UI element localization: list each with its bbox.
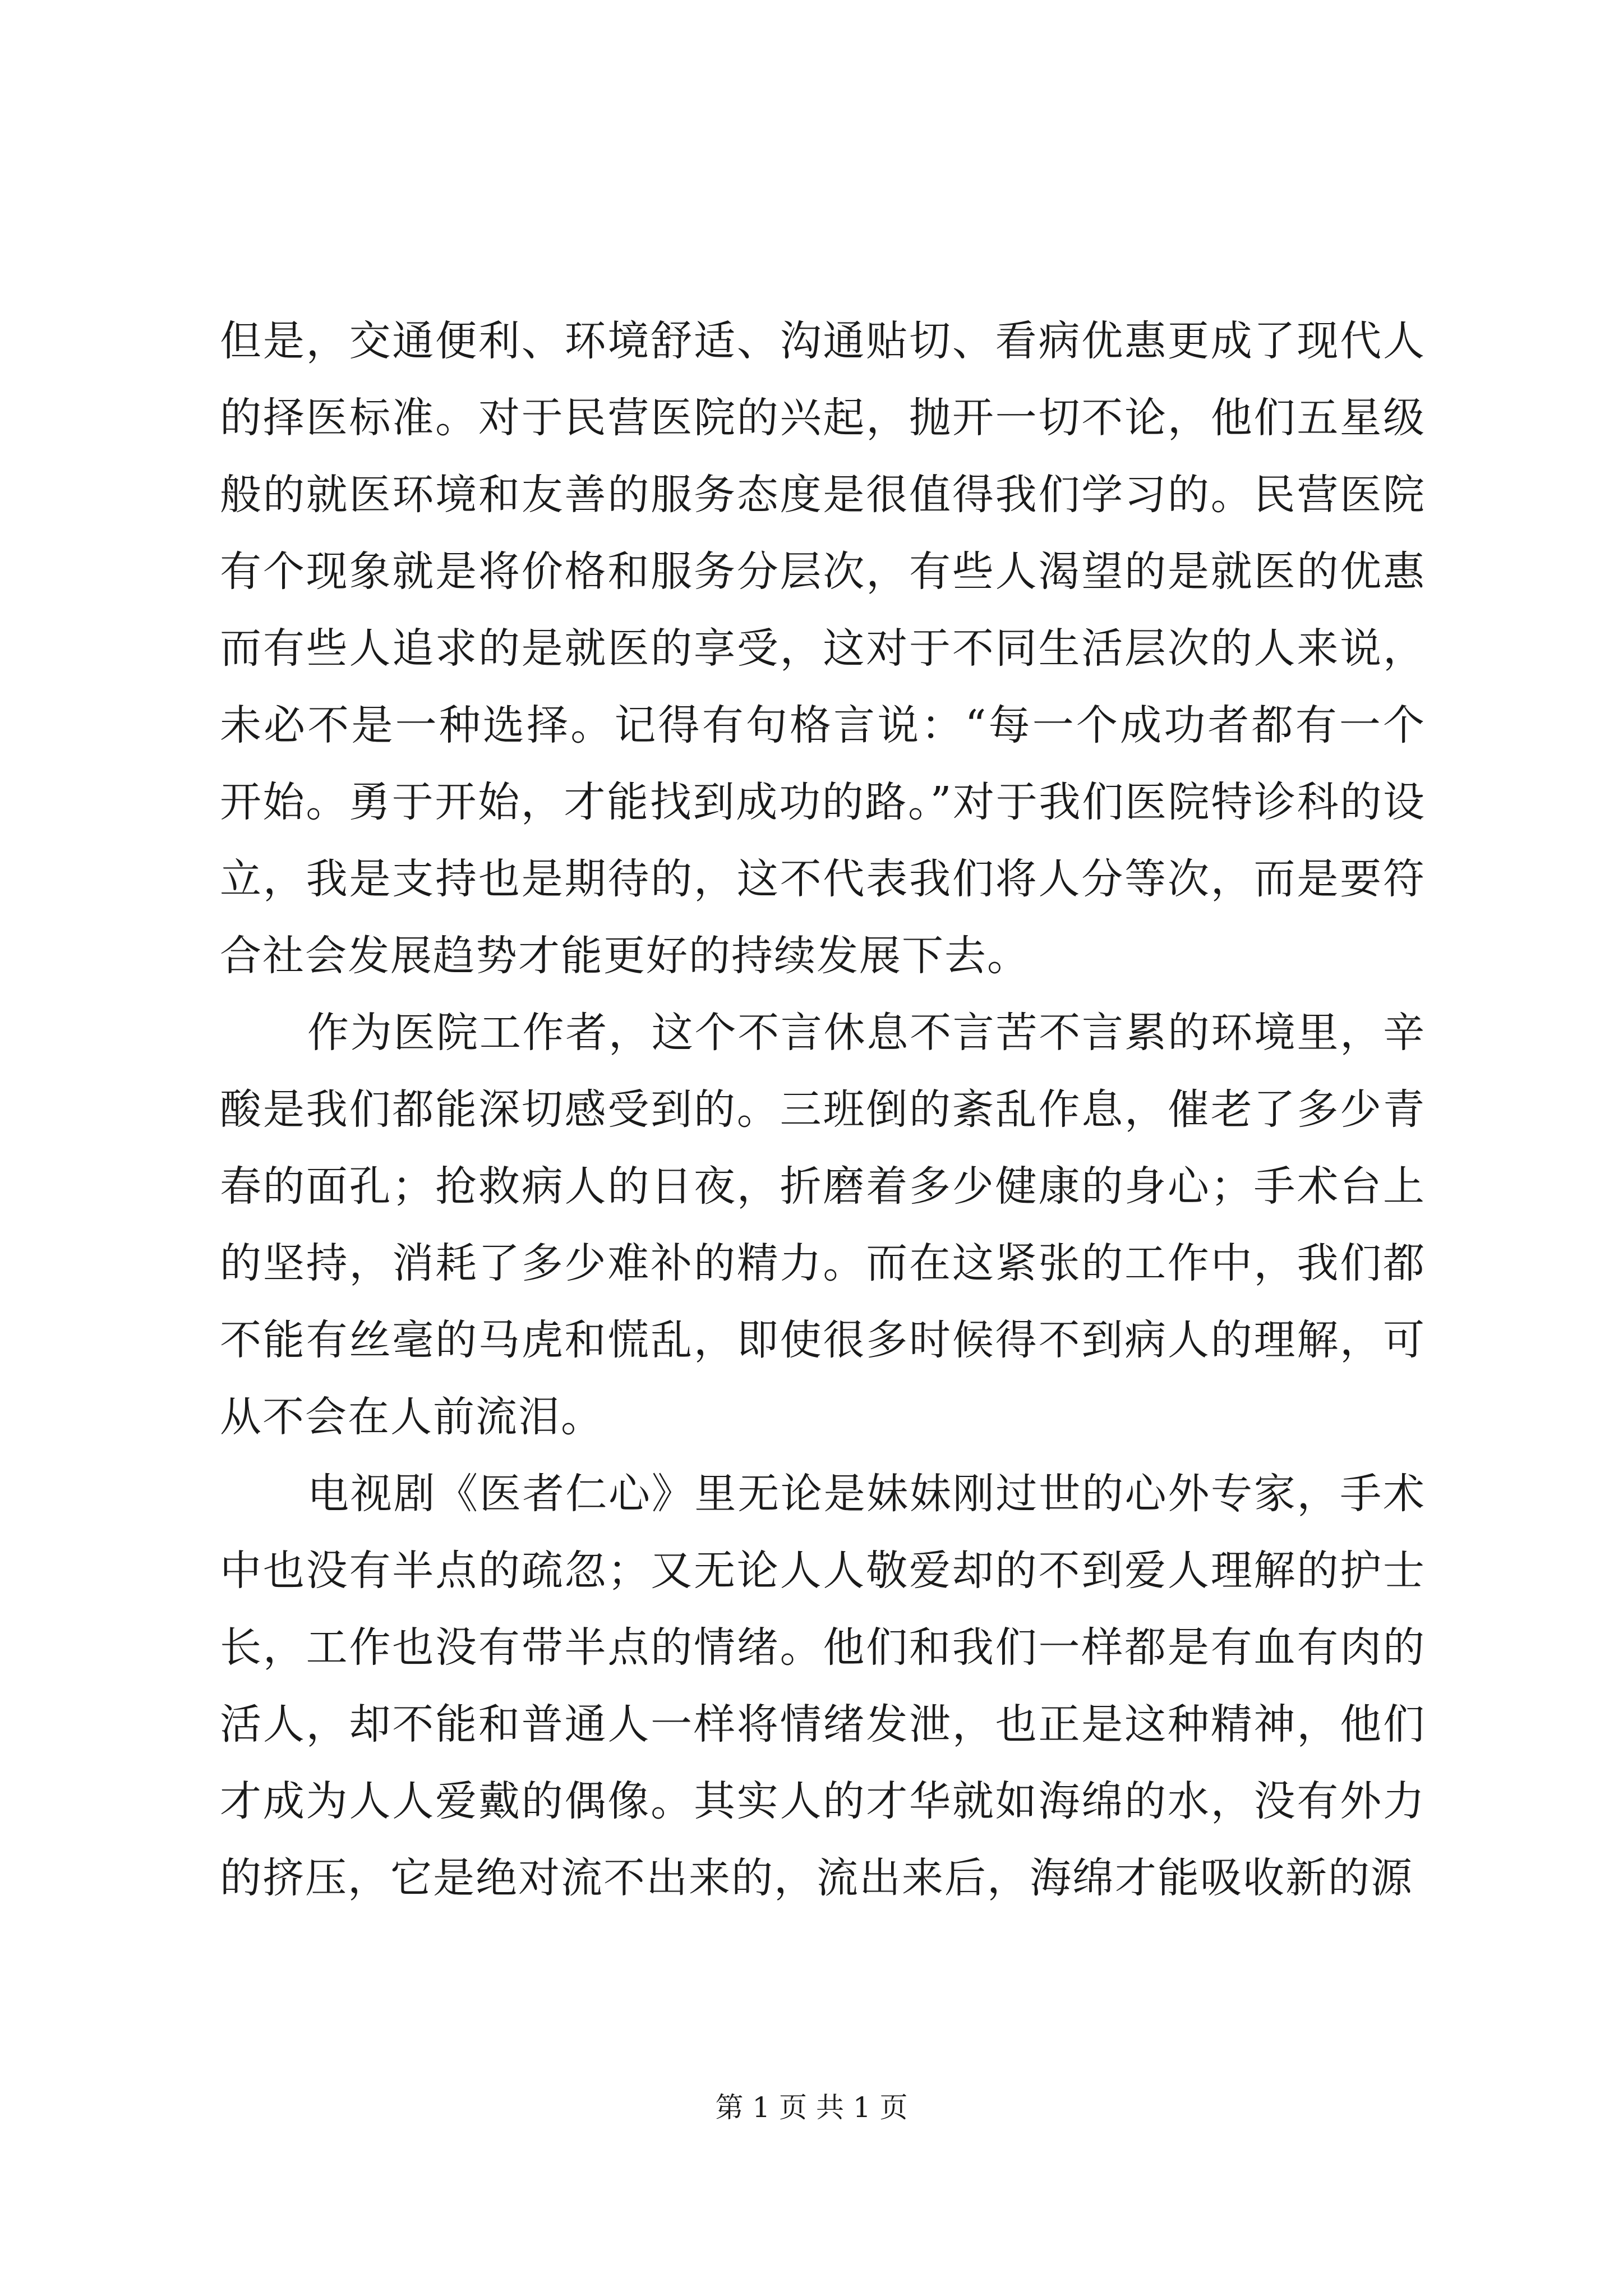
document-body <box>220 303 1426 1917</box>
paragraph-3: 电视剧《医者仁心》里无论是妹妹刚过世的心外专家，手术中也没有半点的疏忽；又无论人人敬爱却的不到爱人理解的护士长，工作也没有带半点的情绪。他们和我们一样都是有血有肉的活人，却不能和普通人一样将情绪发泄，也正是这种精神，他们才成为人人爱戴的偶像。其实人的才华就如海绵的水，没有外力的挤压，它是绝对流不出来的，流出来后，海绵才能吸收新的源 <box>220 1470 1426 1902</box>
page-number-footer: 第 1 页 共 1 页 <box>715 2091 908 2124</box>
paragraph-2: 作为医院工作者，这个不言休息不言苦不言累的环境里，辛酸是我们都能深切感受到的。三班倒的紊乱作息，催老了多少青春的面孔；抢救病人的日夜，折磨着多少健康的身心；手术台上的坚持，消耗了多少难补的精力。而在这紧张的工作中，我们都不能有丝毫的马虎和慌乱，即使很多时候得不到病人的理解，可从不会在人前流泪。 <box>220 1009 1426 1441</box>
paragraph-1: 但是，交通便利、环境舒适、沟通贴切、看病优惠更成了现代人的择医标准。对于民营医院的兴起，抛开一切不论，他们五星级般的就医环境和友善的服务态度是很值得我们学习的。民营医院有个现象就是将价格和服务分层次，有些人渴望的是就医的优惠而有些人追求的是就医的享受，这对于不同生活层次的人来说，未必不是一种选择。记得有句格言说：“每一个成功者都有一个开始。勇于开始，才能找到成功的路。”对于我们医院特诊科的设立，我是支持也是期待的，这不代表我们将人分等次，而是要符合社会发展趋势才能更好的持续发展下去。 <box>220 317 1426 980</box>
